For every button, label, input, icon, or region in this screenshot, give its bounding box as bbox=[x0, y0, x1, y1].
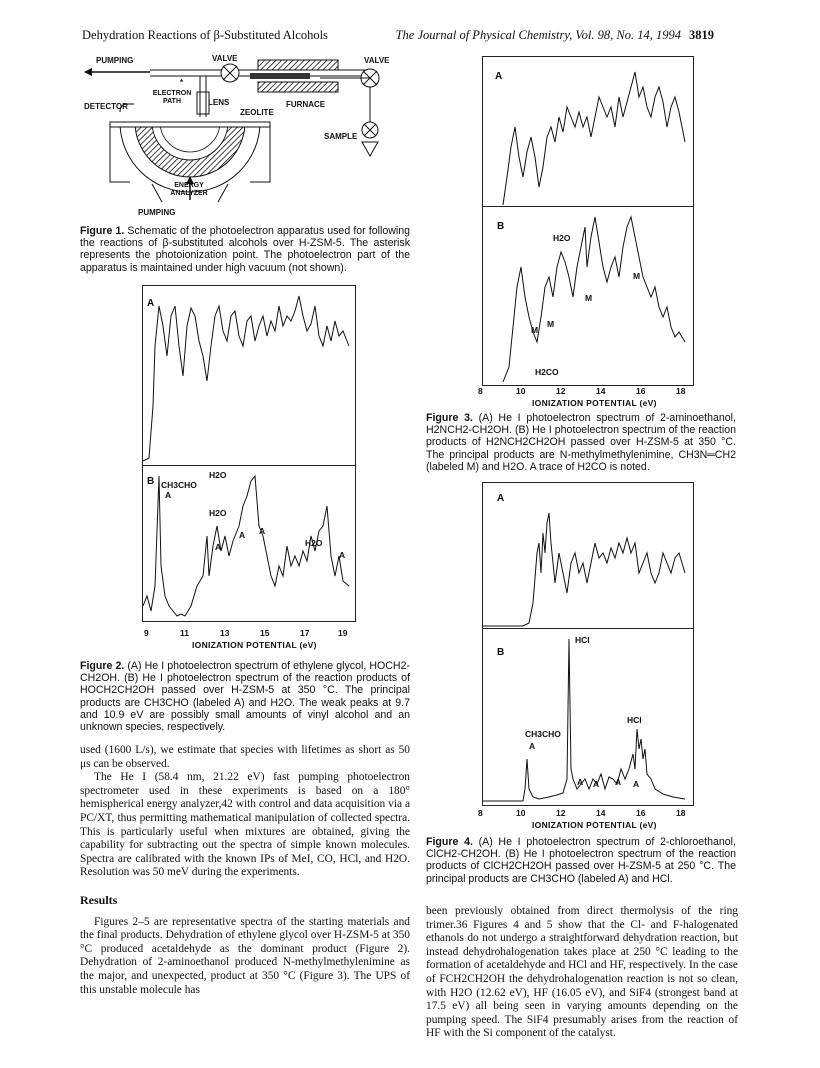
fig4-tick-18: 18 bbox=[676, 808, 686, 818]
fig2-tick-11: 11 bbox=[180, 628, 189, 638]
fig3-annot-m-3: M bbox=[547, 319, 555, 329]
fig2-tick-13: 13 bbox=[220, 628, 230, 638]
figure-2-axis bbox=[142, 622, 354, 652]
label-sample: SAMPLE bbox=[324, 132, 358, 141]
fig2-annot-a-2: A bbox=[215, 542, 222, 552]
fig2-tick-15: 15 bbox=[260, 628, 270, 638]
figure-3-panel-a-letter: A bbox=[495, 71, 503, 82]
figure-3-spectrum-a bbox=[483, 57, 693, 207]
left-column-text bbox=[80, 744, 410, 997]
fig2-annot-a-5: A bbox=[339, 550, 346, 560]
fig2-xlabel: IONIZATION POTENTIAL (eV) bbox=[192, 640, 317, 650]
fig4-annot-a-2: A bbox=[577, 777, 584, 787]
label-valve-left: VALVE bbox=[212, 54, 238, 63]
fig4-tick-8: 8 bbox=[478, 808, 483, 818]
fig3-annot-h2o: H2O bbox=[553, 233, 571, 243]
journal-citation: The Journal of Physical Chemistry, Vol. 98, No. 14, 1994 bbox=[395, 28, 681, 42]
figure-3-panel-b bbox=[482, 206, 694, 386]
label-detector: DETECTOR bbox=[84, 102, 128, 111]
label-lens: LENS bbox=[208, 98, 230, 107]
figure-3-axis bbox=[478, 384, 692, 412]
figure-1-schematic bbox=[80, 52, 410, 220]
fig4-annot-a-4: A bbox=[615, 777, 622, 787]
figure-1-caption bbox=[80, 225, 410, 274]
fig2-tick-19: 19 bbox=[338, 628, 348, 638]
running-header-journal bbox=[396, 28, 714, 43]
figure-4-caption bbox=[426, 836, 736, 885]
label-electron-path: ELECTRON PATH bbox=[152, 90, 192, 105]
fig3-xlabel: IONIZATION POTENTIAL (eV) bbox=[532, 398, 657, 408]
figure-3-panel-a bbox=[482, 56, 694, 208]
figure-3-caption bbox=[426, 412, 736, 473]
fig4-tick-12: 12 bbox=[556, 808, 566, 818]
figure-4-spectrum-b bbox=[483, 629, 693, 805]
fig4-tick-10: 10 bbox=[516, 808, 526, 818]
figure-4-caption-label: Figure 4. bbox=[426, 836, 473, 848]
fig4-tick-16: 16 bbox=[636, 808, 646, 818]
results-heading: Results bbox=[80, 892, 118, 907]
figure-4-axis bbox=[478, 806, 692, 834]
fig3-tick-12: 12 bbox=[556, 386, 566, 396]
left-paragraph-3: Figures 2–5 are representative spectra of the starting materials and the final products. Dehydration of ethylene glycol over H-ZSM-5 at 350 °C produced acetaldehyde as the dominant product (Figure 2). Dehydration of 2-aminoethanol produced N-methylmethylenimine as the major, and unexpected, product at 350 °C (Figure 3). The UPS of this unstable molecule has bbox=[80, 915, 410, 996]
fig3-annot-h2co: H2CO bbox=[535, 367, 559, 377]
fig3-annot-m-2: M bbox=[585, 293, 593, 303]
fig2-annot-h2o-3: H2O bbox=[305, 538, 323, 548]
label-furnace: FURNACE bbox=[286, 100, 326, 109]
figure-2-spectrum-a bbox=[143, 286, 355, 466]
fig4-annot-a-5: A bbox=[633, 779, 640, 789]
fig2-annot-a-4: A bbox=[259, 526, 266, 536]
fig4-annot-ch3cho: CH3CHO bbox=[525, 729, 561, 739]
fig4-annot-a-1: A bbox=[529, 741, 536, 751]
figure-4-panel-a bbox=[482, 482, 694, 630]
figure-2-panel-b bbox=[142, 465, 356, 622]
fig3-annot-m-4: M bbox=[531, 325, 539, 335]
right-column-text bbox=[426, 905, 738, 1041]
left-paragraph-2: The He I (58.4 nm, 21.22 eV) fast pumping photoelectron spectrometer used in these experiments is based on a 180° hemispherical energy analyzer,42 with control and data acquisition via a PC/XT, thus permitting mathematical manipulation of collected spectra. This is particularly useful when mixtures are obtained, giving the capability for subtracting out the spectra of simple known molecules. Spectra are calibrated with the known IPs of MeI, CO, HCl, and H2O. Resolution was 50 meV during the experiments. bbox=[80, 771, 410, 879]
fig4-annot-hcl-2: HCl bbox=[627, 715, 642, 725]
figure-1-caption-text: Schematic of the photoelectron apparatus used for following the reactions of β-substituted alcohols over H-ZSM-5. The asterisk represents the photoionization point. The photoelectron part of the apparatus is maintained under high vacuum (not shown). bbox=[80, 225, 410, 274]
figure-2-caption bbox=[80, 660, 410, 733]
page-number: 3819 bbox=[689, 28, 714, 42]
figure-2-panel-b-letter: B bbox=[147, 476, 155, 487]
label-pumping-top: PUMPING bbox=[96, 56, 134, 65]
figure-2-panel-a bbox=[142, 285, 356, 467]
figure-4-panel-b-letter: B bbox=[497, 647, 505, 658]
figure-3-caption-text: (A) He I photoelectron spectrum of 2-aminoethanol, H2NCH2-CH2OH. (B) He I photoelectron spectrum of the reaction products of H2NCH2CH2OH passed over H-ZSM-5 at 350 °C. The principal products are N-methylmethylenimine, CH3N═CH2 (labeled M) and H2O. A trace of H2CO is noted. bbox=[426, 412, 736, 473]
label-valve-right: VALVE bbox=[364, 56, 390, 65]
fig3-tick-14: 14 bbox=[596, 386, 606, 396]
apparatus-diagram bbox=[80, 52, 410, 220]
figure-2-caption-label: Figure 2. bbox=[80, 660, 125, 672]
figure-2-panel-a-letter: A bbox=[147, 298, 155, 309]
fig3-tick-16: 16 bbox=[636, 386, 646, 396]
fig2-tick-9: 9 bbox=[144, 628, 149, 638]
figure-4-panel-b bbox=[482, 628, 694, 806]
fig4-xlabel: IONIZATION POTENTIAL (eV) bbox=[532, 820, 657, 830]
figure-3-caption-label: Figure 3. bbox=[426, 412, 473, 424]
figure-4-caption-text: (A) He I photoelectron spectrum of 2-chloroethanol, ClCH2-CH2OH. (B) He I photoelectron spectrum of the reaction products of ClCH2CH2OH passed over H-ZSM-5 at 250 °C. The principal products are CH3CHO (labeled A) and HCl. bbox=[426, 836, 736, 885]
fig2-annot-ch3cho: CH3CHO bbox=[161, 480, 197, 490]
fig2-tick-17: 17 bbox=[300, 628, 310, 638]
fig3-tick-18: 18 bbox=[676, 386, 686, 396]
running-header-title: Dehydration Reactions of β-Substituted Alcohols bbox=[82, 28, 328, 42]
fig2-annot-a-3: A bbox=[239, 530, 246, 540]
left-paragraph-1: used (1600 L/s), we estimate that species with lifetimes as short as 50 μs can be observed. bbox=[80, 744, 410, 770]
figure-2-caption-text: (A) He I photoelectron spectrum of ethylene glycol, HOCH2-CH2OH. (B) He I photoelectron spectrum of the reaction products of HOCH2CH2OH passed over H-ZSM-5 at 350 °C. The principal products are CH3CHO (labeled A) and H2O. The weak peaks at 9.7 and 10.9 eV are possibly small amounts of vinyl alcohol and an unknown species, respectively. bbox=[80, 660, 410, 734]
label-asterisk: * bbox=[180, 78, 184, 87]
figure-3-panel-b-letter: B bbox=[497, 221, 505, 232]
fig3-tick-8: 8 bbox=[478, 386, 483, 396]
fig3-annot-m-1: M bbox=[633, 271, 641, 281]
right-paragraph-1: been previously obtained from direct thermolysis of the ring trimer.36 Figures 4 and 5 show that the Cl- and F-halogenated ethanols do not undergo a straightforward dehydration reaction, but instead dehydrohalogenation takes place at 250 °C leading to the formation of acetaldehyde and HCl and HF, respectively. In the case of FCH2CH2OH the dehydrohalogenation reaction is not so clean, with H2O (12.62 eV), HF (16.05 eV), and SiF4 (strongest band at 17.5 eV) all being seen in varying amounts depending on the pumping speed. The SiF4 presumably arises from the reaction of HF with the Si component of the catalyst. bbox=[426, 905, 738, 1040]
fig4-tick-14: 14 bbox=[596, 808, 606, 818]
fig2-annot-h2o-2: H2O bbox=[209, 508, 227, 518]
label-energy-analyzer: ENERGY ANALYZER bbox=[170, 182, 208, 197]
figure-4-panel-a-letter: A bbox=[497, 493, 505, 504]
label-zeolite: ZEOLITE bbox=[240, 108, 274, 117]
fig2-annot-h2o-1: H2O bbox=[209, 470, 227, 480]
fig3-tick-10: 10 bbox=[516, 386, 526, 396]
fig4-annot-a-3: A bbox=[593, 779, 600, 789]
label-pumping-bottom: PUMPING bbox=[138, 208, 176, 217]
figure-4-spectrum-a bbox=[483, 483, 693, 629]
fig2-annot-a-1: A bbox=[165, 490, 172, 500]
fig4-annot-hcl-1: HCl bbox=[575, 635, 590, 645]
figure-1-caption-label: Figure 1. bbox=[80, 225, 125, 237]
